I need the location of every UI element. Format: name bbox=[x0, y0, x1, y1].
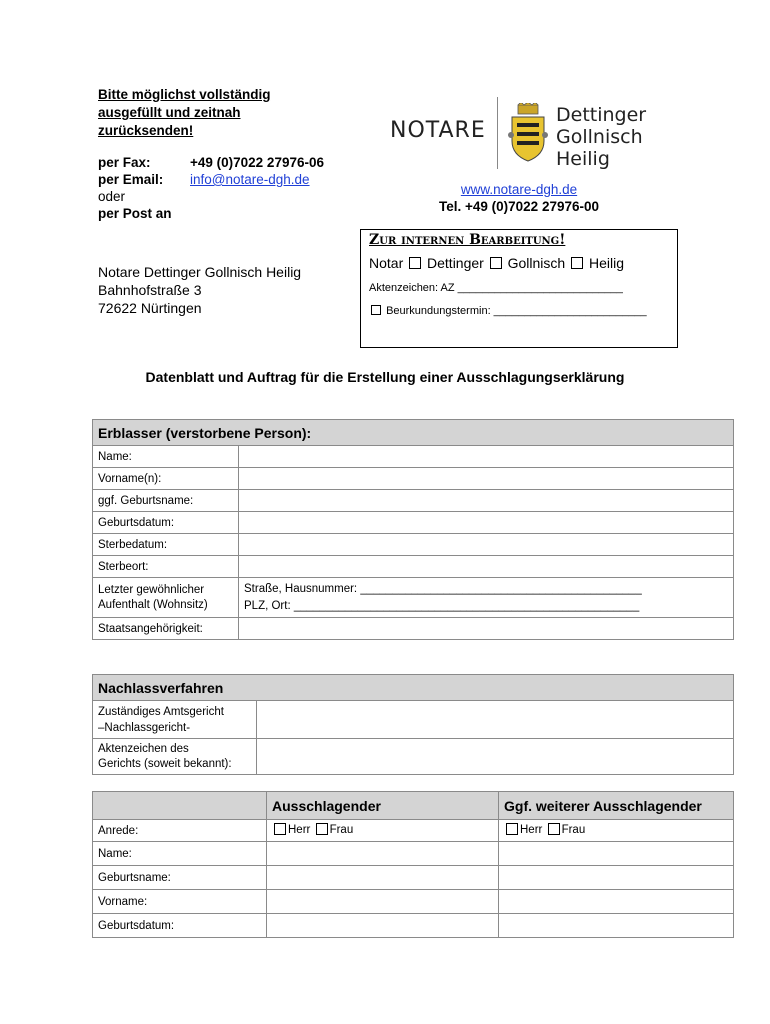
address-line-2: Bahnhofstraße 3 bbox=[98, 282, 202, 298]
nationality-field[interactable] bbox=[239, 618, 734, 640]
court-field[interactable] bbox=[257, 701, 734, 739]
coat-of-arms-icon bbox=[508, 103, 548, 163]
aktenzeichen-line[interactable]: Aktenzeichen: AZ ___________________________ bbox=[369, 282, 623, 294]
nachlass-table bbox=[92, 674, 734, 775]
a-vorname-label: Vorname: bbox=[93, 890, 267, 914]
ausschlagender-table bbox=[92, 791, 734, 938]
logo-divider bbox=[497, 97, 498, 169]
a-geburtsname-field-2[interactable] bbox=[499, 866, 734, 890]
frau-label-1: Frau bbox=[329, 824, 354, 837]
a-vorname-field-1[interactable] bbox=[267, 890, 499, 914]
erblasser-sterbeort-label: Sterbeort: bbox=[93, 556, 239, 578]
erblasser-geburtsname-field[interactable] bbox=[239, 490, 734, 512]
logo-name-1: Dettinger bbox=[556, 104, 647, 126]
erblasser-geburtsname-label: ggf. Geburtsname: bbox=[93, 490, 239, 512]
logo-names bbox=[556, 104, 646, 170]
email-label: per Email: bbox=[98, 172, 164, 187]
anrede-field-1 bbox=[267, 820, 499, 842]
a-geburtsname-label: Geburtsname: bbox=[93, 866, 267, 890]
court-label-line-1: Zuständiges Amtsgericht bbox=[98, 705, 224, 718]
street-line[interactable]: Straße, Hausnummer: ____________________________________________ bbox=[244, 582, 642, 595]
file-label-line-1: Aktenzeichen des bbox=[98, 742, 189, 755]
beurkundung-line bbox=[369, 305, 669, 317]
checkbox-frau-2[interactable] bbox=[548, 823, 560, 835]
plz-line[interactable]: PLZ, Ort: ______________________________________________________ bbox=[244, 599, 640, 612]
instruction-text: Bitte möglichst vollständig ausgefüllt und zeitnah zurücksenden! bbox=[98, 87, 271, 138]
erblasser-sterbedatum-field[interactable] bbox=[239, 534, 734, 556]
a-vorname-field-2[interactable] bbox=[499, 890, 734, 914]
erblasser-vorname-label: Vorname(n): bbox=[93, 468, 239, 490]
checkbox-heilig[interactable] bbox=[571, 257, 583, 269]
residence-label: Letzter gewöhnlicher Aufenthalt (Wohnsitz) bbox=[93, 578, 239, 618]
logo-notare-text: NOTARE bbox=[390, 118, 486, 143]
a-name-field-1[interactable] bbox=[267, 842, 499, 866]
erblasser-sterbedatum-label: Sterbedatum: bbox=[93, 534, 239, 556]
erblasser-geburtsdatum-label: Geburtsdatum: bbox=[93, 512, 239, 534]
col-ausschlagender: Ausschlagender bbox=[267, 792, 499, 820]
residence-fields[interactable] bbox=[239, 578, 734, 618]
erblasser-name-field[interactable] bbox=[239, 446, 734, 468]
a-geburtsname-field-1[interactable] bbox=[267, 866, 499, 890]
a-name-field-2[interactable] bbox=[499, 842, 734, 866]
erblasser-table bbox=[92, 419, 734, 640]
erblasser-sterbeort-field[interactable] bbox=[239, 556, 734, 578]
notar-label: Notar bbox=[369, 255, 404, 271]
option-dettinger: Dettinger bbox=[427, 255, 484, 271]
phone-number: Tel. +49 (0)7022 27976-00 bbox=[439, 199, 599, 214]
option-gollnisch: Gollnisch bbox=[507, 255, 566, 271]
herr-label-1: Herr bbox=[288, 824, 311, 837]
postal-address bbox=[98, 263, 301, 317]
court-label-line-2: –Nachlassgericht- bbox=[98, 721, 191, 734]
checkbox-beurkundung[interactable] bbox=[371, 305, 381, 315]
checkbox-herr-1[interactable] bbox=[274, 823, 286, 835]
file-label-line-2: Gerichts (soweit bekannt): bbox=[98, 757, 232, 770]
contact-web bbox=[384, 181, 654, 215]
erblasser-name-label: Name: bbox=[93, 446, 239, 468]
checkbox-herr-2[interactable] bbox=[506, 823, 518, 835]
nachlass-title: Nachlassverfahren bbox=[93, 675, 734, 701]
fax-label: per Fax: bbox=[98, 155, 151, 170]
document-title: Datenblatt und Auftrag für die Erstellung einer Ausschlagungserklärung bbox=[145, 369, 625, 385]
checkbox-gollnisch[interactable] bbox=[490, 257, 502, 269]
notar-selection bbox=[369, 255, 669, 271]
a-geburtsdatum-label: Geburtsdatum: bbox=[93, 914, 267, 938]
a-name-label: Name: bbox=[93, 842, 267, 866]
erblasser-vorname-field[interactable] bbox=[239, 468, 734, 490]
a-geburtsdatum-field-1[interactable] bbox=[267, 914, 499, 938]
address-line-1: Notare Dettinger Gollnisch Heilig bbox=[98, 264, 302, 280]
address-line-3: 72622 Nürtingen bbox=[98, 300, 202, 316]
frau-label-2: Frau bbox=[561, 824, 586, 837]
col-weiterer-ausschlagender: Ggf. weiterer Ausschlagender bbox=[499, 792, 734, 820]
erblasser-geburtsdatum-field[interactable] bbox=[239, 512, 734, 534]
a-geburtsdatum-field-2[interactable] bbox=[499, 914, 734, 938]
logo-name-2: Gollnisch bbox=[556, 126, 643, 148]
internal-box-title: Zur internen Bearbeitung! bbox=[369, 232, 566, 248]
logo-name-3: Heilig bbox=[556, 148, 610, 170]
erblasser-title: Erblasser (verstorbene Person): bbox=[93, 420, 734, 446]
checkbox-dettinger[interactable] bbox=[409, 257, 421, 269]
beurkundung-label[interactable]: Beurkundungstermin: _________________________ bbox=[386, 305, 647, 317]
internal-processing-box bbox=[360, 229, 678, 348]
option-heilig: Heilig bbox=[588, 255, 624, 271]
post-label: per Post an bbox=[98, 206, 172, 221]
email-link[interactable]: info@notare-dgh.de bbox=[190, 172, 310, 187]
fax-value: +49 (0)7022 27976-06 bbox=[190, 155, 324, 170]
nationality-label: Staatsangehörigkeit: bbox=[93, 618, 239, 640]
file-number-field[interactable] bbox=[257, 739, 734, 775]
anrede-field-2 bbox=[499, 820, 734, 842]
file-number-label bbox=[93, 739, 257, 775]
corner-cell bbox=[93, 792, 267, 820]
or-text: oder bbox=[98, 189, 126, 204]
herr-label-2: Herr bbox=[520, 824, 543, 837]
checkbox-frau-1[interactable] bbox=[316, 823, 328, 835]
contact-block bbox=[98, 154, 324, 222]
website-link[interactable]: www.notare-dgh.de bbox=[460, 182, 578, 197]
anrede-label: Anrede: bbox=[93, 820, 267, 842]
court-label bbox=[93, 701, 257, 739]
